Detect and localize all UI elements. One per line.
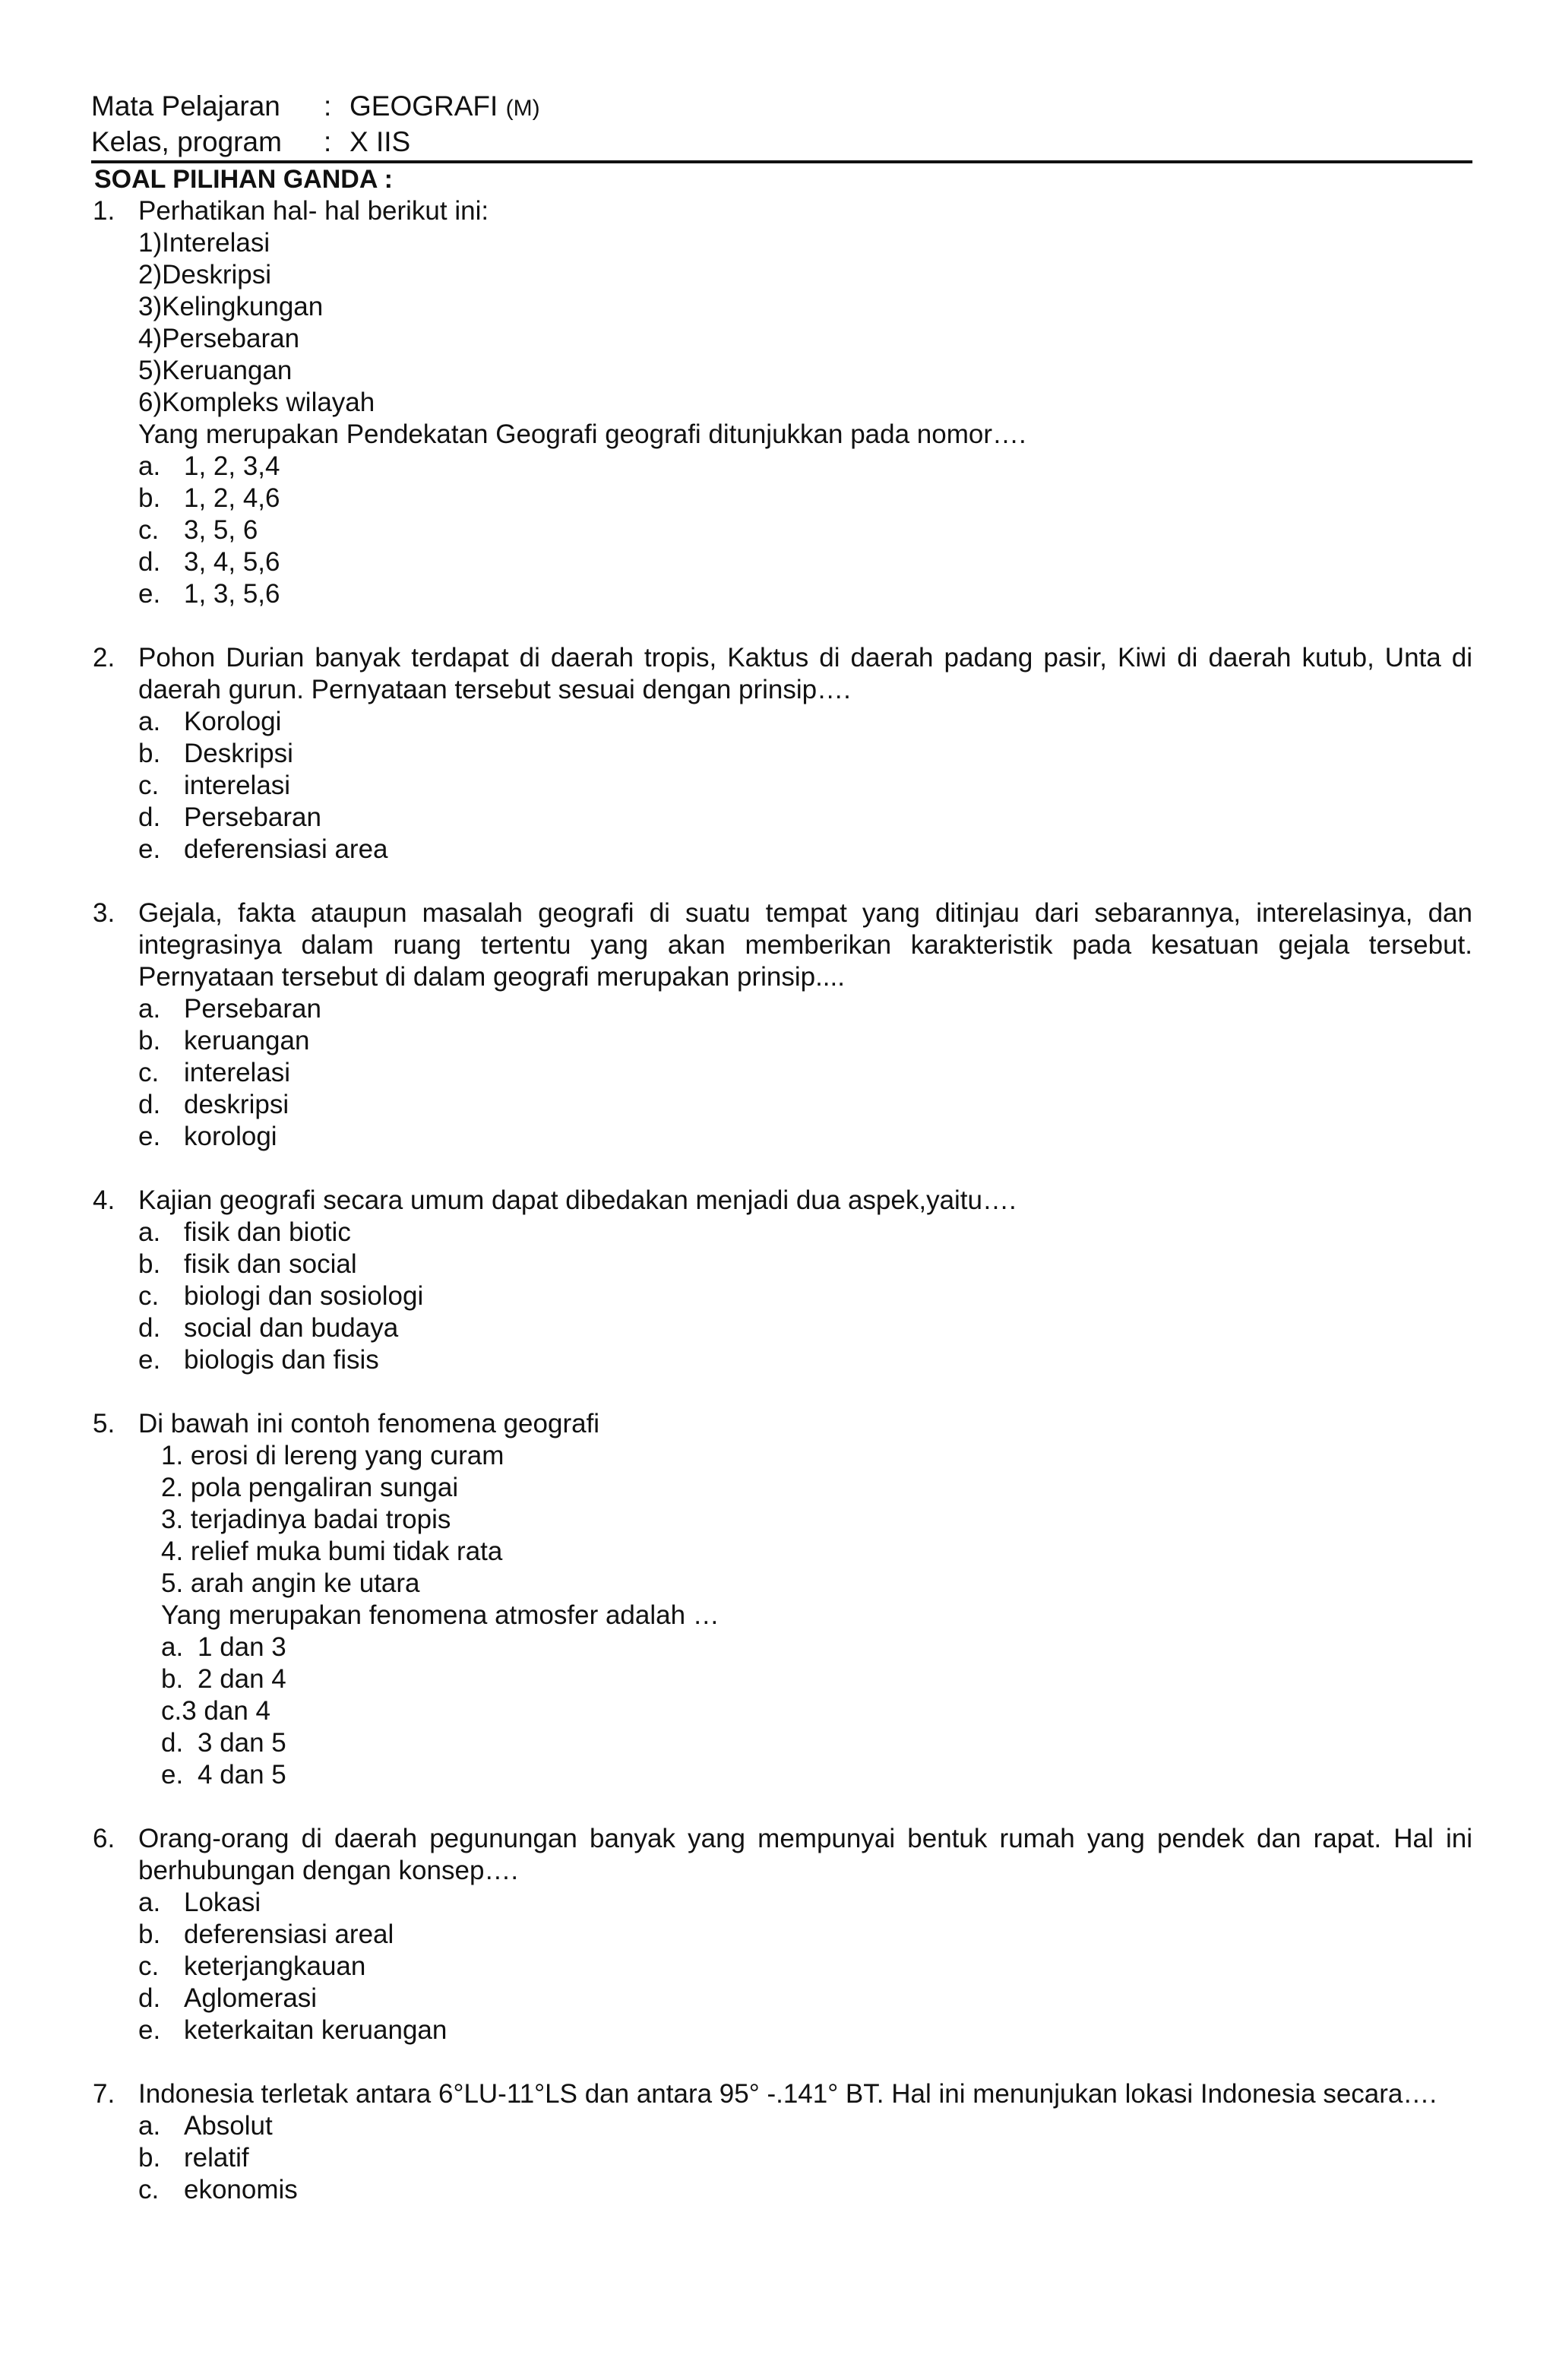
question-6 [91,1823,1472,2046]
option-text: deferensiasi area [184,834,388,864]
question-7 [91,2078,1472,2206]
option-text: biologis dan fisis [184,1345,379,1375]
subject-code: (M) [505,96,540,121]
option-text: deskripsi [184,1090,289,1119]
answer-option[interactable] [138,1025,1472,1057]
option-letter: e. [138,834,161,864]
answer-option[interactable] [138,1280,1472,1312]
statement-item: 5. arah angin ke utara [161,1568,420,1598]
subject-value: GEOGRAFI [349,90,498,122]
option-text: korologi [184,1122,277,1151]
question-5-body [138,1440,1472,1791]
option-letter: b. [138,2143,161,2173]
option-letter: a. [138,2111,161,2141]
answer-option[interactable] [138,1217,1472,1249]
answer-option[interactable] [138,451,1472,483]
option-letter: e. [138,2015,161,2045]
question-number: 1. [93,196,115,226]
option-letter: d. [138,1313,161,1343]
option-letter: c. [138,1951,160,1981]
option-text: interelasi [184,771,291,800]
option-letter: e. [161,1760,184,1790]
question-stem: Gejala, fakta ataupun masalah geografi di suatu tempat yang ditinjau dari sebarannya, interelasinya, dan integrasinya dalam ruang tertentu yang akan memberikan karakteristik pada kesatuan gejala tersebut. Pernyataan tersebut di dalam geografi merupakan prinsip.... [138,898,1472,992]
statement-item: 6)Kompleks wilayah [138,388,375,417]
question-stem: Orang-orang di daerah pegunungan banyak yang mempunyai bentuk rumah yang pendek dan rapat. Hal ini berhubungan dengan konsep…. [138,1824,1472,1885]
answer-option[interactable] [138,993,1472,1025]
option-letter: a. [138,1888,161,1917]
class-row [91,125,1472,159]
question-number: 5. [93,1409,115,1438]
option-text: Korologi [184,707,282,736]
option-text: keterjangkauan [184,1951,366,1981]
option-text: deferensiasi areal [184,1920,394,1949]
option-letter: a. [138,1217,161,1247]
option-letter: b. [138,1026,161,1055]
answer-option[interactable] [138,1089,1472,1121]
answer-option[interactable] [138,1312,1472,1344]
answer-option[interactable] [138,1951,1472,1983]
subject-row [91,90,1472,125]
question-stem: Perhatikan hal- hal berikut ini: [138,196,489,226]
answer-option[interactable] [161,1663,1472,1695]
option-letter: e. [138,1345,161,1375]
statement-item: 2)Deskripsi [138,260,272,290]
answer-option[interactable] [138,483,1472,514]
option-letter: d. [138,802,161,832]
option-text: Persebaran [184,994,321,1024]
option-letter: d. [138,547,161,577]
option-text: Persebaran [184,802,321,832]
option-letter: c. [138,1058,160,1087]
option-letter: a. [138,451,161,481]
option-text: relatif [184,2143,249,2173]
question-stem: Indonesia terletak antara 6°LU-11°LS dan antara 95° -.141° BT. Hal ini menunjukan lokasi Indonesia secara…. [138,2079,1437,2109]
option-text: 3, 4, 5,6 [184,547,280,577]
answer-option[interactable] [138,1344,1472,1376]
answer-option[interactable] [161,1727,1472,1759]
option-letter: a. [138,994,161,1024]
statement-item: 3)Kelingkungan [138,292,324,321]
option-letter: b. [138,1249,161,1279]
answer-option[interactable] [138,802,1472,834]
option-text: biologi dan sosiologi [184,1281,424,1311]
subject-label: Mata Pelajaran [91,90,280,122]
exam-page [91,90,1472,2238]
question-prompt: Yang merupakan Pendekatan Geografi geografi ditunjukkan pada nomor…. [138,419,1026,449]
option-text: interelasi [184,1058,291,1087]
answer-option[interactable] [138,1121,1472,1153]
statement-item: 1)Interelasi [138,228,270,258]
option-letter: c. [138,2175,160,2204]
option-letter: a. [161,1632,184,1662]
answer-option[interactable] [161,1759,1472,1791]
statement-item: 5)Keruangan [138,356,293,385]
option-letter: b. [138,483,161,513]
question-4 [91,1185,1472,1376]
answer-option[interactable] [138,2174,1472,2206]
answer-option[interactable] [138,1887,1472,1919]
statement-item: 4)Persebaran [138,324,300,353]
statement-item: 2. pola pengaliran sungai [161,1473,459,1502]
answer-option[interactable] [138,2110,1472,2142]
option-text: Lokasi [184,1888,261,1917]
option-text: social dan budaya [184,1313,399,1343]
answer-option[interactable] [138,546,1472,578]
option-letter: c. [138,515,160,545]
answer-option[interactable] [138,1983,1472,2014]
answer-option[interactable] [138,2142,1472,2174]
option-text: fisik dan biotic [184,1217,351,1247]
class-label: Kelas, program [91,126,282,157]
option-letter: d. [138,1983,161,2013]
answer-option[interactable] [138,1057,1472,1089]
question-number: 3. [93,898,115,928]
answer-option[interactable] [138,578,1472,610]
option-letter: b. [138,739,161,768]
question-stem: Pohon Durian banyak terdapat di daerah tropis, Kaktus di daerah padang pasir, Kiwi di daerah kutub, Unta di daerah gurun. Pernyataan tersebut sesuai dengan prinsip…. [138,643,1472,704]
option-text: Deskripsi [184,739,293,768]
question-1 [91,195,1472,610]
class-separator: : [324,126,332,157]
answer-option[interactable] [138,738,1472,770]
statement-item: 1. erosi di lereng yang curam [161,1441,504,1470]
answer-option[interactable] [138,834,1472,866]
question-3 [91,897,1472,1153]
option-letter: b. [161,1664,184,1694]
option-text: 2 dan 4 [198,1664,286,1694]
question-number: 6. [93,1824,115,1853]
answer-option[interactable] [138,1249,1472,1280]
question-2 [91,642,1472,866]
question-stem: Di bawah ini contoh fenomena geografi [138,1409,600,1438]
answer-option[interactable] [138,514,1472,546]
option-text: fisik dan social [184,1249,357,1279]
subject-separator: : [324,90,332,122]
option-letter: a. [138,707,161,736]
option-letter: c. [138,771,160,800]
question-prompt: Yang merupakan fenomena atmosfer adalah … [161,1600,719,1630]
option-text: 1, 2, 4,6 [184,483,280,513]
option-text: 3, 5, 6 [184,515,258,545]
statement-item: 3. terjadinya badai tropis [161,1505,451,1534]
question-number: 7. [93,2079,115,2109]
option-text: Aglomerasi [184,1983,318,2013]
class-value: X IIS [349,126,411,157]
option-text: 3 dan 5 [198,1728,286,1758]
section-title: SOAL PILIHAN GANDA : [94,165,393,194]
option-letter: c. [138,1281,160,1311]
option-letter: d. [138,1090,161,1119]
option-text: 1, 2, 3,4 [184,451,280,481]
option-letter: b. [138,1920,161,1949]
option-text: keruangan [184,1026,310,1055]
option-letter: c. [161,1696,182,1726]
option-letter: e. [138,1122,161,1151]
option-text: Absolut [184,2111,273,2141]
question-number: 2. [93,643,115,673]
question-stem: Kajian geografi secara umum dapat dibedakan menjadi dua aspek,yaitu…. [138,1185,1017,1215]
option-text: keterkaitan keruangan [184,2015,448,2045]
question-5 [91,1408,1472,1791]
answer-option[interactable] [138,1919,1472,1951]
answer-option[interactable] [138,770,1472,802]
question-number: 4. [93,1185,115,1215]
option-letter: e. [138,579,161,609]
option-text: 1 dan 3 [198,1632,286,1662]
answer-option[interactable] [138,2014,1472,2046]
option-letter: d. [161,1728,184,1758]
option-text: 3 dan 4 [182,1696,271,1726]
statement-item: 4. relief muka bumi tidak rata [161,1537,503,1566]
answer-option[interactable] [161,1695,1472,1727]
answer-option[interactable] [161,1632,1472,1663]
option-text: 4 dan 5 [198,1760,286,1790]
option-text: 1, 3, 5,6 [184,579,280,609]
option-text: ekonomis [184,2175,298,2204]
answer-option[interactable] [138,706,1472,738]
